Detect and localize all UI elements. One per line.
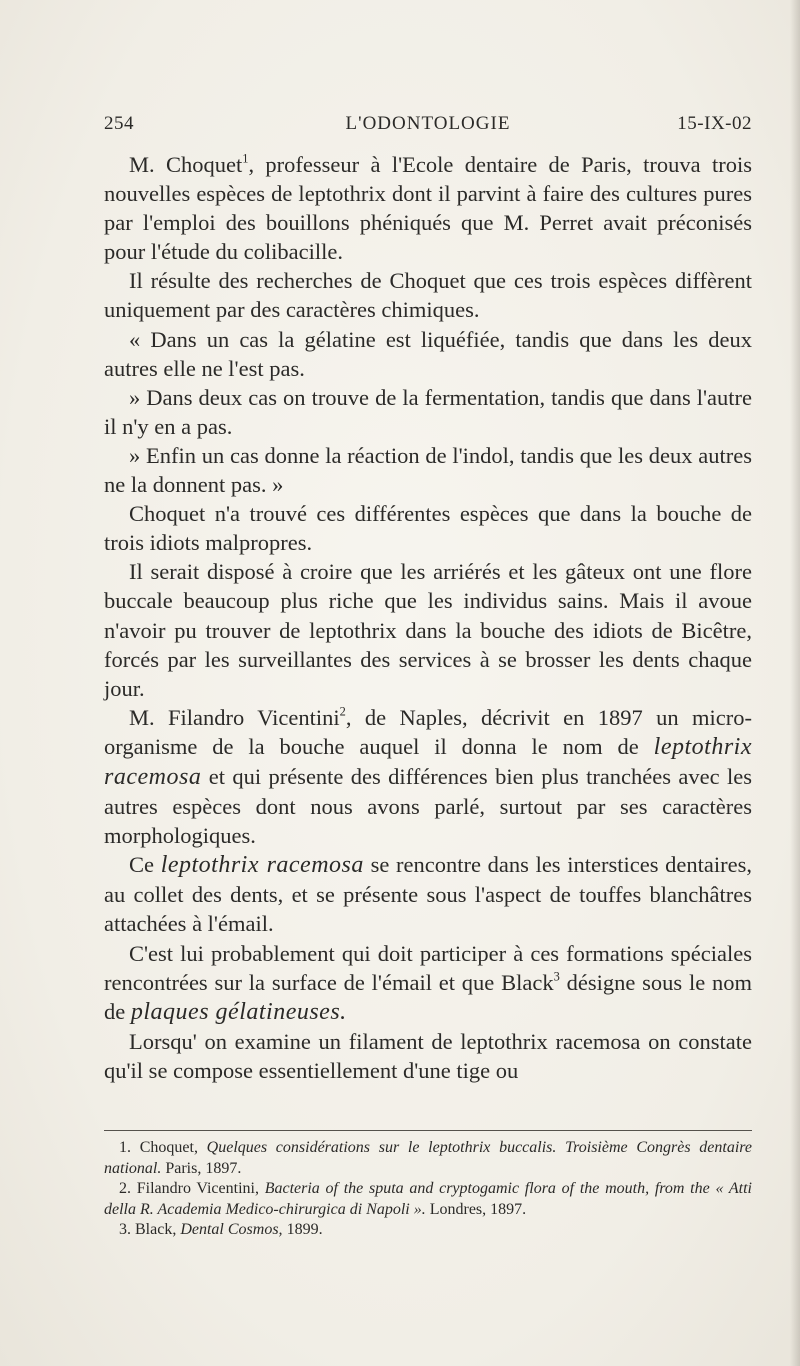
paragraph-10-text-a: C'est lui probablement qui doit participer à ces formations spéciales rencontrées sur la surface de l'émail et que Black [104,940,752,995]
paragraph-8-text-a: M. Filandro Vicentini [129,704,340,730]
paragraph-4: » Dans deux cas on trouve de la fermentation, tandis que dans l'autre il n'y en a pas. [104,384,752,439]
paragraph-1-text-b: , professeur à l'Ecole dentaire de Paris, trouva trois nouvelles espèces de leptothrix dont il parvint à faire des cultures pures par l'emploi des bouillons phéniqués que M. Perret avait préconisés pour l'étude du colibacille. [104,152,752,265]
species-name-italic: leptothrix racemosa [160,852,364,879]
paragraph-8-text-b: , de Naples, décrivit en 1897 un micro-organisme de la bouche auquel il donna le nom de [104,704,752,759]
issue-date: 15-IX-02 [677,113,752,134]
footnote-2-number: 2. [119,1180,137,1197]
footnote-1-number: 1. [119,1139,140,1156]
footnote-ref-1: 1 [242,151,249,166]
footnote-1 [104,1138,752,1179]
footnotes [104,1138,752,1241]
footnote-3-title: Dental Cosmos, [180,1221,283,1238]
footnote-ref-2: 2 [339,704,346,719]
footnote-3-author: Black, [135,1221,181,1238]
paragraph-9-text-a: Ce [129,852,161,878]
paragraph-2: Il résulte des recherches de Choquet que ces trois espèces diffèrent uniquement par des caractères chimiques. [104,268,752,323]
footnote-2-place-date: Londres, 1897. [425,1200,527,1218]
paragraph-10 [104,939,752,1027]
footnote-2 [104,1179,752,1220]
paragraph-5: » Enfin un cas donne la réaction de l'indol, tandis que les deux autres ne la donnent pas. » [104,442,752,498]
paragraph-11: Lorsqu' on examine un filament de leptothrix racemosa on constate qu'il se compose essentiellement d'une tige ou [104,1028,752,1083]
paragraph-8 [104,703,752,850]
footnote-rule [104,1130,752,1131]
footnote-2-author: Filandro Vicentini, [136,1180,265,1197]
page-number: 254 [104,113,134,134]
paragraph-9-text-b: se rencontre dans les interstices dentaires, au collet des dents, et se présente sous l'aspect de touffes blanchâtres attachées à l'émail. [104,852,752,937]
footnote-3-date: 1899. [282,1221,323,1238]
paragraph-8-text-c: et qui présente des différences bien plus tranchées avec les autres espèces dont nous avons parlé, surtout par ses caractères morphologiques. [104,763,752,849]
footnote-3-number: 3. [119,1221,135,1238]
paragraph-10-text-b: désigne sous le nom de [104,969,753,1024]
body-text [104,150,752,1085]
footnote-1-title: Quelques considérations sur le leptothrix buccalis. Troisième Congrès dentaire national. [104,1139,753,1177]
paragraph-9 [104,850,752,938]
footnote-3 [104,1220,752,1241]
running-header [104,113,752,143]
paragraph-7: Il serait disposé à croire que les arriérés et les gâteux ont une flore buccale beaucoup plus riche que les individus sains. Mais il avoue n'avoir pu trouver de leptothrix dans la bouche des idiots de Bicêtre, forcés par les surveillantes des services à se brosser les dents chaque jour. [104,559,752,701]
footnote-2-title: Bacteria of the sputa and cryptogamic flora of the mouth, from the « Atti della R. Academia Medico-chirurgica di Napoli ». [104,1180,753,1218]
page-edge-shadow [790,0,800,1366]
paragraph-6: Choquet n'a trouvé ces différentes espèces que dans la bouche de trois idiots malpropres. [104,501,752,556]
footnote-ref-3: 3 [553,969,560,984]
footnote-1-place-date: Paris, 1897. [161,1159,242,1177]
paragraph-3: « Dans un cas la gélatine est liquéfiée, tandis que dans les deux autres elle ne l'est pas. [104,326,752,381]
paragraph-1 [104,150,752,266]
species-name-italic: leptothrix racemosa [104,733,752,790]
running-title: L'ODONTOLOGIE [345,113,511,134]
footnote-1-author: Choquet, [139,1139,207,1156]
term-italic: plaques gélatineuses. [130,998,347,1025]
paragraph-1-text-a: M. Choquet [129,152,243,177]
